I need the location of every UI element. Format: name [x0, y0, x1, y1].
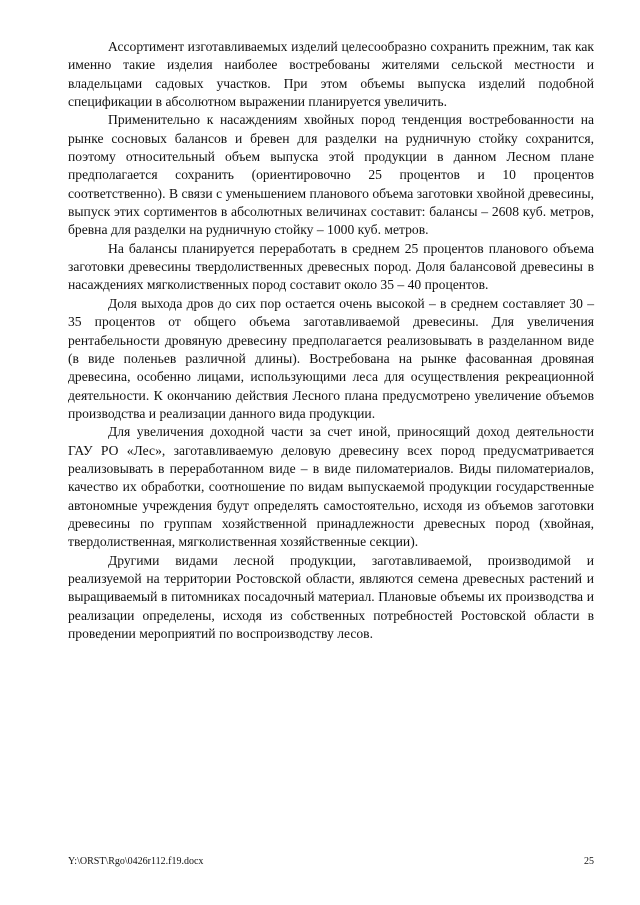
paragraph: Другими видами лесной продукции, заготавливаемой, производимой и реализуемой на территории Ростовской области, являются семена древесных растений и выращиваемый в питомниках посадочный материал. Плановые объемы их производства и реализации определены, исходя из собственных потребностей Ростовской области в проведении мероприятий по воспроизводству лесов.: [68, 552, 594, 641]
paragraph: Ассортимент изготавливаемых изделий целесообразно сохранить прежним, так как именно такие изделия наиболее востребованы жителями сельской местности и владельцами садовых участков. При этом объемы выпуска изделий подобной спецификации в абсолютном выражении планируется увеличить.: [68, 39, 594, 110]
document-page: [68, 38, 594, 643]
page-number: 25: [584, 856, 594, 867]
paragraph: Доля выхода дров до сих пор остается очень высокой – в среднем составляет 30 – 35 процентов от общего объема заготавливаемой древесины. Для увеличения рентабельности дровяную древесину предполагается реализовывать в разделанном виде (в виде поленьев различной длины). Востребована на рынке фасованная дровяная древесина, особенно лицами, использующими леса для осуществления рекреационной деятельности. К окончанию действия Лесного плана предусмотрено увеличение объемов производства и реализации данного вида продукции.: [68, 295, 594, 421]
footer-file-path: Y:\ORST\Rgo\0426r112.f19.docx: [68, 856, 204, 867]
paragraph: Применительно к насаждениям хвойных пород тенденция востребованности на рынке сосновых балансов и бревен для разделки на рудничную стойку сохранится, поэтому относительный объем выпуска этой продукции в данном Лесном плане предполагается сохранить (ориентировочно 25 процентов и 10 процентов соответственно). В связи с уменьшением планового объема заготовки хвойной древесины, выпуск этих сортиментов в абсолютных величинах составит: балансы – 2608 куб. метров, бревна для разделки на рудничную стойку – 1000 куб. метров.: [68, 112, 594, 238]
paragraph: На балансы планируется переработать в среднем 25 процентов планового объема заготовки древесины твердолиственных древесных пород. Доля балансовой древесины в насаждениях мягколиственных пород составит около 35 – 40 процентов.: [68, 240, 594, 293]
paragraph: Для увеличения доходной части за счет иной, приносящий доход деятельности ГАУ РО «Лес», заготавливаемую деловую древесину всех пород предусматривается реализовывать в переработанном виде – в виде пиломатериалов. Виды пиломатериалов, качество их обработки, соотношение по видам выпускаемой продукции государственные автономные учреждения будут определять самостоятельно, исходя из объемов заготовки древесины по группам хозяйственной принадлежности древесных пород (хвойная, твердолиственная, мягколиственная хозяйственные секции).: [68, 424, 594, 550]
page-footer: [68, 856, 594, 867]
